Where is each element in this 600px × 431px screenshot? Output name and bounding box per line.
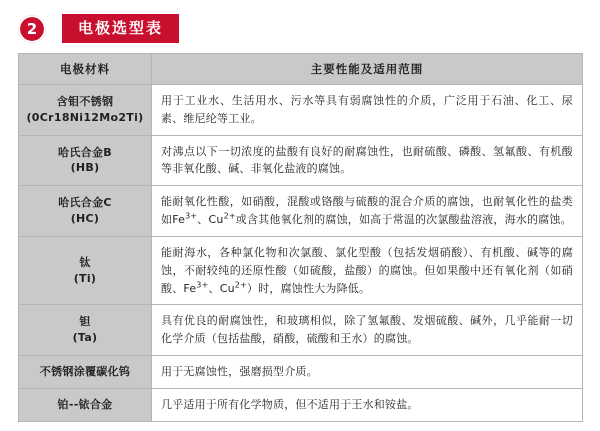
table-header [19,54,583,85]
cell-material [19,236,152,304]
table-header-row [19,54,583,85]
cell-description: 具有优良的耐腐蚀性，和玻璃相似，除了氢氟酸、发烟硫酸、碱外，几乎能耐一切化学介质（包括盐酸，硝酸，硫酸和王水）的腐蚀。 [152,305,583,356]
cell-material [19,135,152,186]
desc-part: 、Cu [197,213,224,227]
table-body [19,85,583,422]
material-name-line1: 钽 [79,315,91,329]
cell-material [19,388,152,421]
material-name-line2: (HB) [70,161,100,175]
desc-sup: 3+ [185,211,198,221]
desc-sup: 3+ [196,279,209,289]
page-header [18,0,582,46]
desc-part: 、Cu [208,281,235,295]
electrode-selection-table [18,53,583,422]
cell-material [19,305,152,356]
material-name-line2: (Ti) [73,271,97,285]
desc-part: ）时，腐蚀性大为降低。 [246,281,371,295]
page-title: 电极选型表 [62,14,179,43]
material-name-line2: (Ta) [72,331,98,345]
material-name-line1: 哈氏合金C [58,196,112,210]
column-header-performance: 主要性能及适用范围 [152,54,583,85]
table-row [19,388,583,421]
desc-part: 能耐海水，各种氯化物和次氯酸、氯化型酸（包括发烟硝酸）、有机酸、碱等的腐蚀，不耐较纯的还原性酸（如硫酸，盐酸）的腐蚀。但如果酸中还有氧化剂（如硝酸、Fe [161,245,573,295]
material-name-line1: 含钼不锈钢 [56,94,114,108]
cell-description [152,236,583,304]
section-number-label: 2 [19,16,45,42]
cell-description: 几乎适用于所有化学物质，但不适用于王水和铵盐。 [152,388,583,421]
cell-description: 用于无腐蚀性，强磨损型介质。 [152,355,583,388]
desc-part: 或含其他氧化剂的腐蚀，如高于常温的次氯酸盐溶液，海水的腐蚀。 [235,213,572,227]
material-name-line1: 哈氏合金B [58,145,112,159]
cell-description: 用于工业水、生活用水、污水等具有弱腐蚀性的介质，广泛用于石油、化工、尿素、维尼纶等工业。 [152,85,583,136]
desc-sup: 2+ [234,279,247,289]
table-row [19,85,583,136]
cell-description: 对沸点以下一切浓度的盐酸有良好的耐腐蚀性，也耐硫酸、磷酸、氢氟酸、有机酸等非氧化酸、碱、非氧化盐液的腐蚀。 [152,135,583,186]
material-name-line1: 不锈钢涂覆碳化钨 [39,364,131,378]
cell-material [19,85,152,136]
table-row [19,186,583,237]
desc-part: 能耐氧化性酸，如硝酸，混酸或铬酸与硫酸的混合介质的腐蚀，也耐氧化性的盐类如Fe [161,195,573,227]
material-name-line1: 钛 [79,255,91,269]
table-row [19,236,583,304]
table-row [19,305,583,356]
cell-material [19,355,152,388]
cell-description [152,186,583,237]
material-name-line1: 铂--铱合金 [57,397,113,411]
desc-sup: 2+ [223,211,236,221]
table-row [19,135,583,186]
material-name-line2: (0Cr18Ni12Mo2Ti) [26,110,144,124]
section-number-badge [18,15,46,43]
cell-material [19,186,152,237]
material-name-line2: (HC) [70,212,100,226]
column-header-material: 电极材料 [19,54,152,85]
table-row [19,355,583,388]
